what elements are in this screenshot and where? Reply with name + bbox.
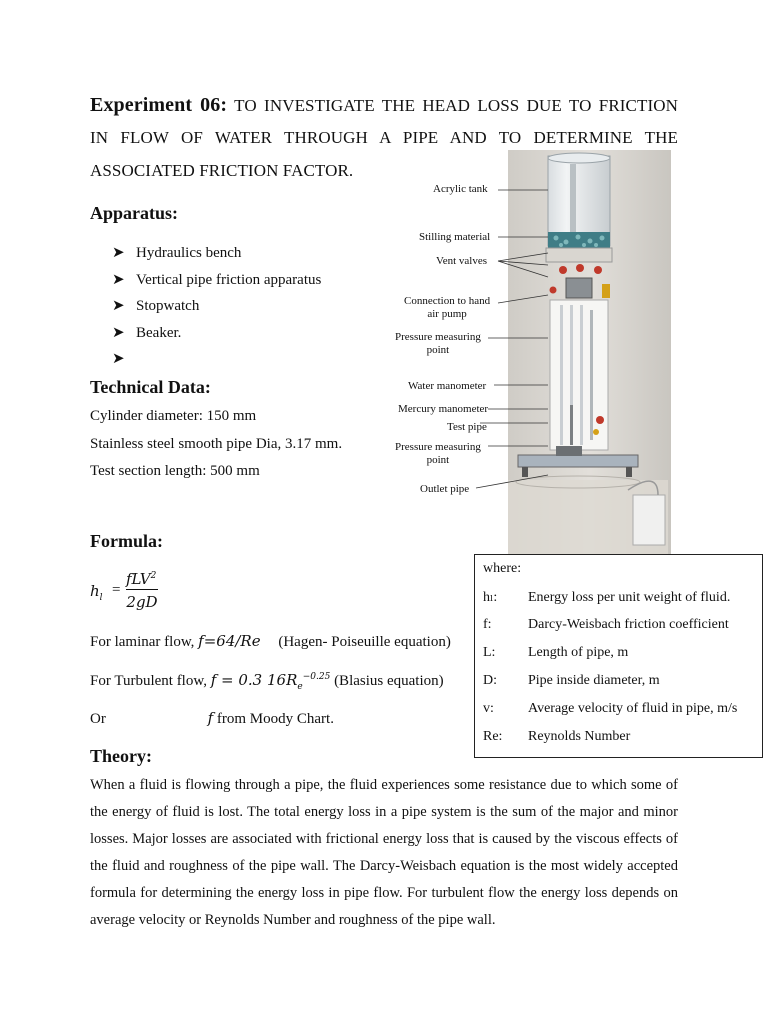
label-pressure-point-2: Pressure measuring point: [395, 441, 481, 466]
laminar-equation: f=64/Re: [198, 632, 261, 650]
label-test-pipe: Test pipe: [447, 421, 487, 433]
formula-numerator: fLV$^2$: [126, 570, 157, 588]
title-line-2: IN FLOW OF WATER THROUGH A PIPE AND TO DETERMINE THE: [90, 128, 678, 147]
formula-heading: Formula:: [90, 531, 163, 551]
apparatus-item: ➤ Beaker.: [112, 320, 321, 347]
technical-line: Test section length: 500 mm: [90, 463, 260, 479]
technical-data-heading: Technical Data:: [90, 377, 211, 397]
arrow-bullet-icon: ➤: [112, 298, 125, 314]
symbol-definitions-box: [474, 554, 763, 758]
definition-row: v: Average velocity of fluid in pipe, m/s: [483, 701, 738, 716]
turbulent-flow-line: For Turbulent flow, f = 0.3 $16R_e^{-0.25}$ (Blasius equation): [90, 671, 444, 692]
apparatus-item: ➤ Stopwatch: [112, 293, 321, 320]
apparatus-item: ➤ Hydraulics bench: [112, 240, 321, 267]
apparatus-item: ➤ Vertical pipe friction apparatus: [112, 267, 321, 294]
label-stilling-material: Stilling material: [419, 231, 491, 243]
title-line-3: ASSOCIATED FRICTION FACTOR.: [90, 161, 354, 180]
arrow-bullet-icon: ➤: [112, 351, 125, 367]
moody-line: Or f from Moody Chart.: [90, 709, 334, 727]
apparatus-list: [112, 240, 321, 373]
title-line-1: [90, 94, 678, 117]
title-text-1: TO INVESTIGATE THE HEAD LOSS DUE TO FRICTION: [234, 96, 678, 115]
theory-paragraph: When a fluid is flowing through a pipe, the fluid experiences some resistance due to which some of the energy of fluid is lost. The total energy loss in a pipe system is the sum of the major and minor losses. Major losses are associated with frictional energy loss that is caused by the viscous effects of the fluid and roughness of the pipe wall. The Darcy-Weisbach equation is the most widely accepted formula for determining the energy loss in pipe flow. For turbulent flow the energy loss depends on average velocity or Reynolds Number and roughness of the pipe wall.: [90, 777, 678, 928]
label-mercury-manometer: Mercury manometer: [398, 403, 489, 415]
arrow-bullet-icon: ➤: [112, 245, 125, 261]
apparatus-heading: Apparatus:: [90, 203, 179, 223]
label-pressure-point-1: Pressure measuring point: [395, 331, 481, 356]
laminar-flow-line: For laminar flow, f=64/Re (Hagen- Poiseuille equation): [90, 632, 451, 650]
turbulent-equation: f = 0.3 $16R_e^{-0.25}$: [210, 671, 331, 692]
formula-denominator: 2gD: [126, 593, 158, 611]
label-connection-air-pump: Connection to hand air pump: [404, 295, 491, 320]
label-acrylic-tank: Acrylic tank: [433, 183, 488, 195]
definition-row: hₗ: Energy loss per unit weight of fluid.: [483, 590, 731, 605]
apparatus-item: [112, 346, 321, 373]
where-heading: where:: [483, 561, 522, 576]
definition-row: f: Darcy-Weisbach friction coefficient: [483, 617, 729, 632]
label-water-manometer: Water manometer: [408, 380, 487, 392]
arrow-bullet-icon: ➤: [112, 324, 125, 341]
formula-lhs: $h_l$: [90, 582, 103, 603]
experiment-number: Experiment 06:: [90, 94, 228, 116]
theory-heading: Theory:: [90, 746, 152, 766]
definition-row: D: Pipe inside diameter, m: [483, 673, 660, 688]
technical-line: Cylinder diameter: 150 mm: [90, 408, 257, 424]
definition-row: L: Length of pipe, m: [483, 645, 629, 660]
label-vent-valves: Vent valves: [436, 255, 488, 267]
definition-row: Re: Reynolds Number: [483, 729, 631, 744]
arrow-bullet-icon: ➤: [112, 271, 125, 288]
label-outlet-pipe: Outlet pipe: [420, 483, 470, 495]
technical-line: Stainless steel smooth pipe Dia, 3.17 mm.: [90, 436, 343, 452]
